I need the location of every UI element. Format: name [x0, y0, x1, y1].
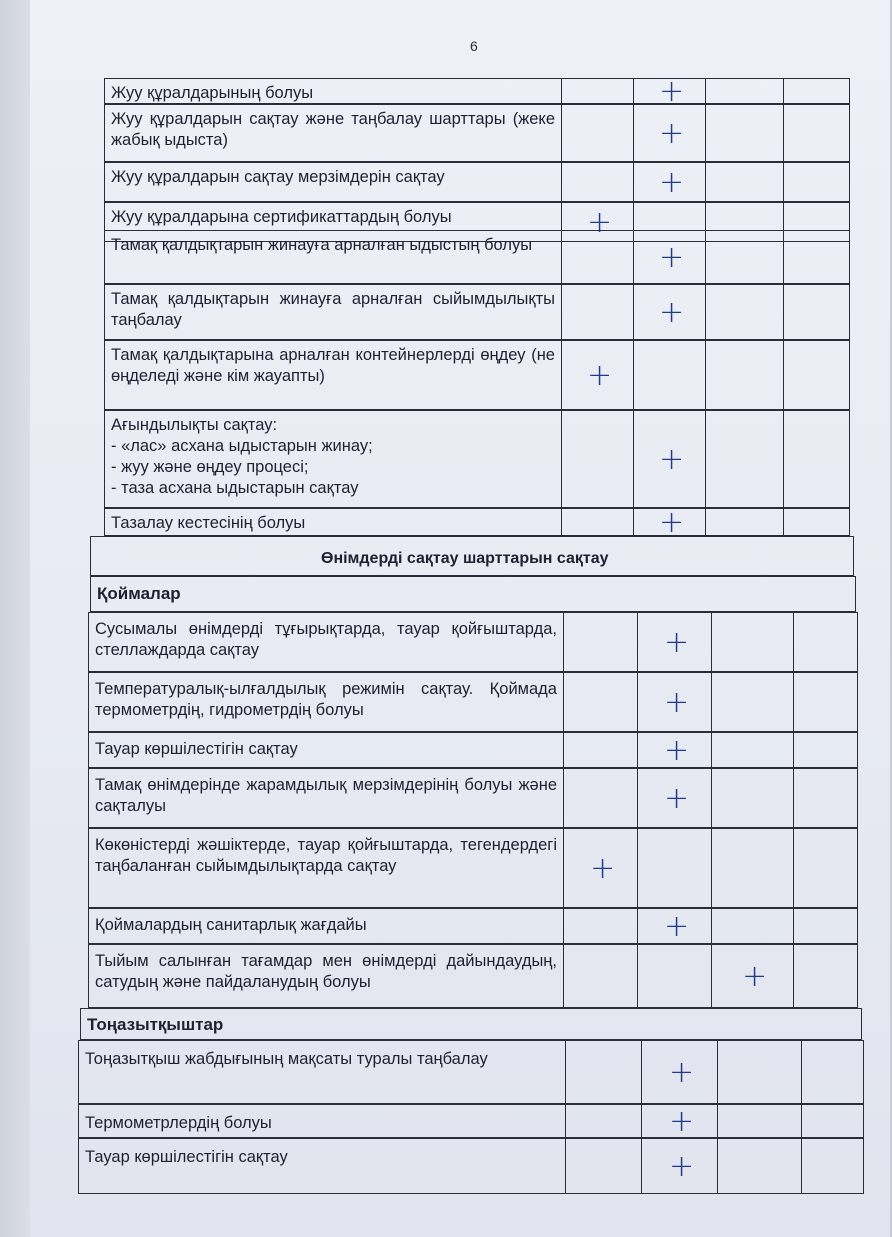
- column-divider: [633, 231, 634, 283]
- criterion-text: Ағындылықты сақтау: - «лас» асхана ыдыстарын жинау; - жуу және өңдеу процесі; - таза асхана ыдыстарын сақтау: [111, 416, 373, 497]
- column-divider: [711, 613, 712, 671]
- criterion-row: [88, 732, 858, 768]
- check-plus-mark: +: [664, 625, 690, 660]
- check-plus-mark: +: [659, 116, 685, 151]
- page-number: 6: [470, 38, 478, 54]
- column-divider: [783, 509, 784, 535]
- criterion-row: [104, 230, 850, 284]
- column-divider: [705, 285, 706, 339]
- criterion-row: [88, 944, 858, 1008]
- criterion-text: Тамақ қалдықтарын жинауға арналған сыйымдылықты таңбалау: [111, 290, 555, 329]
- column-divider: [793, 613, 794, 671]
- check-plus-mark: +: [669, 1104, 695, 1139]
- check-plus-mark: +: [659, 442, 685, 477]
- column-divider: [705, 163, 706, 201]
- column-divider: [711, 909, 712, 943]
- check-plus-mark: +: [669, 1055, 695, 1090]
- column-divider: [793, 769, 794, 827]
- check-plus-mark: +: [659, 295, 685, 330]
- column-divider: [641, 1105, 642, 1137]
- column-divider: [563, 673, 564, 731]
- column-divider: [783, 163, 784, 201]
- column-divider: [705, 341, 706, 409]
- criterion-text: Жуу құралдарының болуы: [111, 84, 314, 102]
- column-divider: [801, 1041, 802, 1103]
- column-divider: [801, 1139, 802, 1193]
- column-divider: [637, 829, 638, 907]
- criterion-row: [104, 505, 850, 540]
- column-divider: [711, 769, 712, 827]
- column-divider: [783, 341, 784, 409]
- check-plus-mark: +: [659, 74, 685, 109]
- section-title: Өнімдерді сақтау шарттарын сақтау: [321, 550, 609, 567]
- column-divider: [783, 231, 784, 283]
- criterion-row: [88, 908, 858, 944]
- criterion-text: Тамақ қалдықтарына арналған контейнерлерді өңдеу (не өңделеді және кім жауапты): [111, 346, 555, 385]
- column-divider: [641, 1041, 642, 1103]
- column-divider: [565, 1105, 566, 1137]
- column-divider: [633, 105, 634, 161]
- subsection-title: Қоймалар: [97, 584, 181, 603]
- column-divider: [637, 945, 638, 1007]
- column-divider: [637, 613, 638, 671]
- criterion-row: [78, 1040, 864, 1104]
- column-divider: [783, 79, 784, 103]
- criterion-text: Жуу құралдарын сақтау мерзімдерін сақтау: [111, 168, 445, 186]
- criterion-row: [88, 612, 858, 672]
- column-divider: [711, 673, 712, 731]
- column-divider: [561, 105, 562, 161]
- section-header-row: [90, 536, 854, 576]
- criterion-row: [104, 162, 850, 202]
- check-plus-mark: +: [742, 959, 768, 994]
- criterion-text: Қоймалардың санитарлық жағдайы: [95, 916, 367, 934]
- column-divider: [793, 829, 794, 907]
- criterion-row: [78, 1138, 864, 1194]
- criterion-text: Жуу құралдарына сертификаттардың болуы: [111, 208, 452, 226]
- column-divider: [565, 1139, 566, 1193]
- column-divider: [563, 769, 564, 827]
- criterion-row: [88, 768, 858, 828]
- column-divider: [637, 769, 638, 827]
- column-divider: [561, 411, 562, 507]
- column-divider: [637, 909, 638, 943]
- column-divider: [793, 909, 794, 943]
- criterion-text: Тауар көршілестігін сақтау: [95, 740, 298, 758]
- criterion-text: Тоңазытқыш жабдығының мақсаты туралы таңбалау: [85, 1050, 488, 1068]
- criterion-row: [104, 74, 850, 109]
- column-divider: [705, 231, 706, 283]
- column-divider: [705, 79, 706, 103]
- criterion-text: Тамақ өнімдерінде жарамдылық мерзімдерінің болуы және сақталуы: [95, 776, 557, 815]
- check-plus-mark: +: [664, 685, 690, 720]
- criterion-text: Тауар көршілестігін сақтау: [85, 1148, 288, 1166]
- check-plus-mark: +: [664, 733, 690, 768]
- criterion-text: Көкөністерді жәшіктерде, тауар қойғыштарда, тегендердегі таңбаланған сыйымдылықтарда сақтау: [95, 836, 557, 875]
- criterion-row: [78, 1104, 864, 1138]
- check-plus-mark: +: [659, 505, 685, 540]
- column-divider: [793, 733, 794, 767]
- column-divider: [717, 1041, 718, 1103]
- criterion-text: Тамақ қалдықтарын жинауға арналған ыдыстың болуы: [111, 236, 533, 254]
- column-divider: [801, 1105, 802, 1137]
- check-plus-mark: +: [664, 781, 690, 816]
- subsection-title: Тоңазытқыштар: [87, 1015, 224, 1034]
- column-divider: [717, 1139, 718, 1193]
- column-divider: [637, 733, 638, 767]
- criterion-row: [104, 284, 850, 340]
- criterion-text: Тазалау кестесінің болуы: [111, 514, 306, 532]
- column-divider: [633, 285, 634, 339]
- column-divider: [705, 411, 706, 507]
- column-divider: [561, 79, 562, 103]
- column-divider: [633, 411, 634, 507]
- column-divider: [641, 1139, 642, 1193]
- criterion-row: [104, 104, 850, 162]
- column-divider: [711, 733, 712, 767]
- column-divider: [561, 163, 562, 201]
- column-divider: [633, 79, 634, 103]
- column-divider: [563, 613, 564, 671]
- criterion-text: Жуу құралдарын сақтау және таңбалау шарттары (жеке жабық ыдыста): [111, 110, 555, 149]
- column-divider: [561, 509, 562, 535]
- subsection-header-row: [90, 576, 856, 612]
- criterion-text: Термометрлердің болуы: [85, 1114, 272, 1132]
- criterion-text: Температуралық-ылғалдылық режимін сақтау. Қоймада термометрдің, гидрометрдің болуы: [95, 680, 557, 719]
- column-divider: [711, 945, 712, 1007]
- column-divider: [793, 673, 794, 731]
- column-divider: [565, 1041, 566, 1103]
- column-divider: [637, 673, 638, 731]
- column-divider: [563, 829, 564, 907]
- check-plus-mark: +: [664, 909, 690, 944]
- column-divider: [705, 509, 706, 535]
- column-divider: [563, 945, 564, 1007]
- column-divider: [633, 509, 634, 535]
- column-divider: [563, 733, 564, 767]
- check-plus-mark: +: [669, 1149, 695, 1184]
- column-divider: [783, 411, 784, 507]
- column-divider: [717, 1105, 718, 1137]
- check-plus-mark: +: [587, 205, 613, 240]
- column-divider: [705, 105, 706, 161]
- check-plus-mark: +: [659, 165, 685, 200]
- criterion-row: [104, 340, 850, 410]
- column-divider: [633, 341, 634, 409]
- check-plus-mark: +: [659, 240, 685, 275]
- column-divider: [563, 909, 564, 943]
- criterion-text: Тыйым салынған тағамдар мен өнімдерді дайындаудың, сатудың және пайдаланудың болуы: [95, 952, 557, 991]
- column-divider: [711, 829, 712, 907]
- check-plus-mark: +: [590, 851, 616, 886]
- criterion-text: Сусымалы өнімдерді тұғырықтарда, тауар қойғыштарда, стеллаждарда сақтау: [95, 620, 557, 659]
- criterion-row: [104, 410, 850, 508]
- column-divider: [561, 341, 562, 409]
- subsection-header-row: [80, 1008, 862, 1040]
- column-divider: [561, 231, 562, 283]
- criterion-row: [88, 828, 858, 908]
- column-divider: [783, 285, 784, 339]
- criterion-row: [88, 672, 858, 732]
- column-divider: [783, 105, 784, 161]
- column-divider: [561, 285, 562, 339]
- column-divider: [633, 163, 634, 201]
- check-plus-mark: +: [587, 358, 613, 393]
- column-divider: [793, 945, 794, 1007]
